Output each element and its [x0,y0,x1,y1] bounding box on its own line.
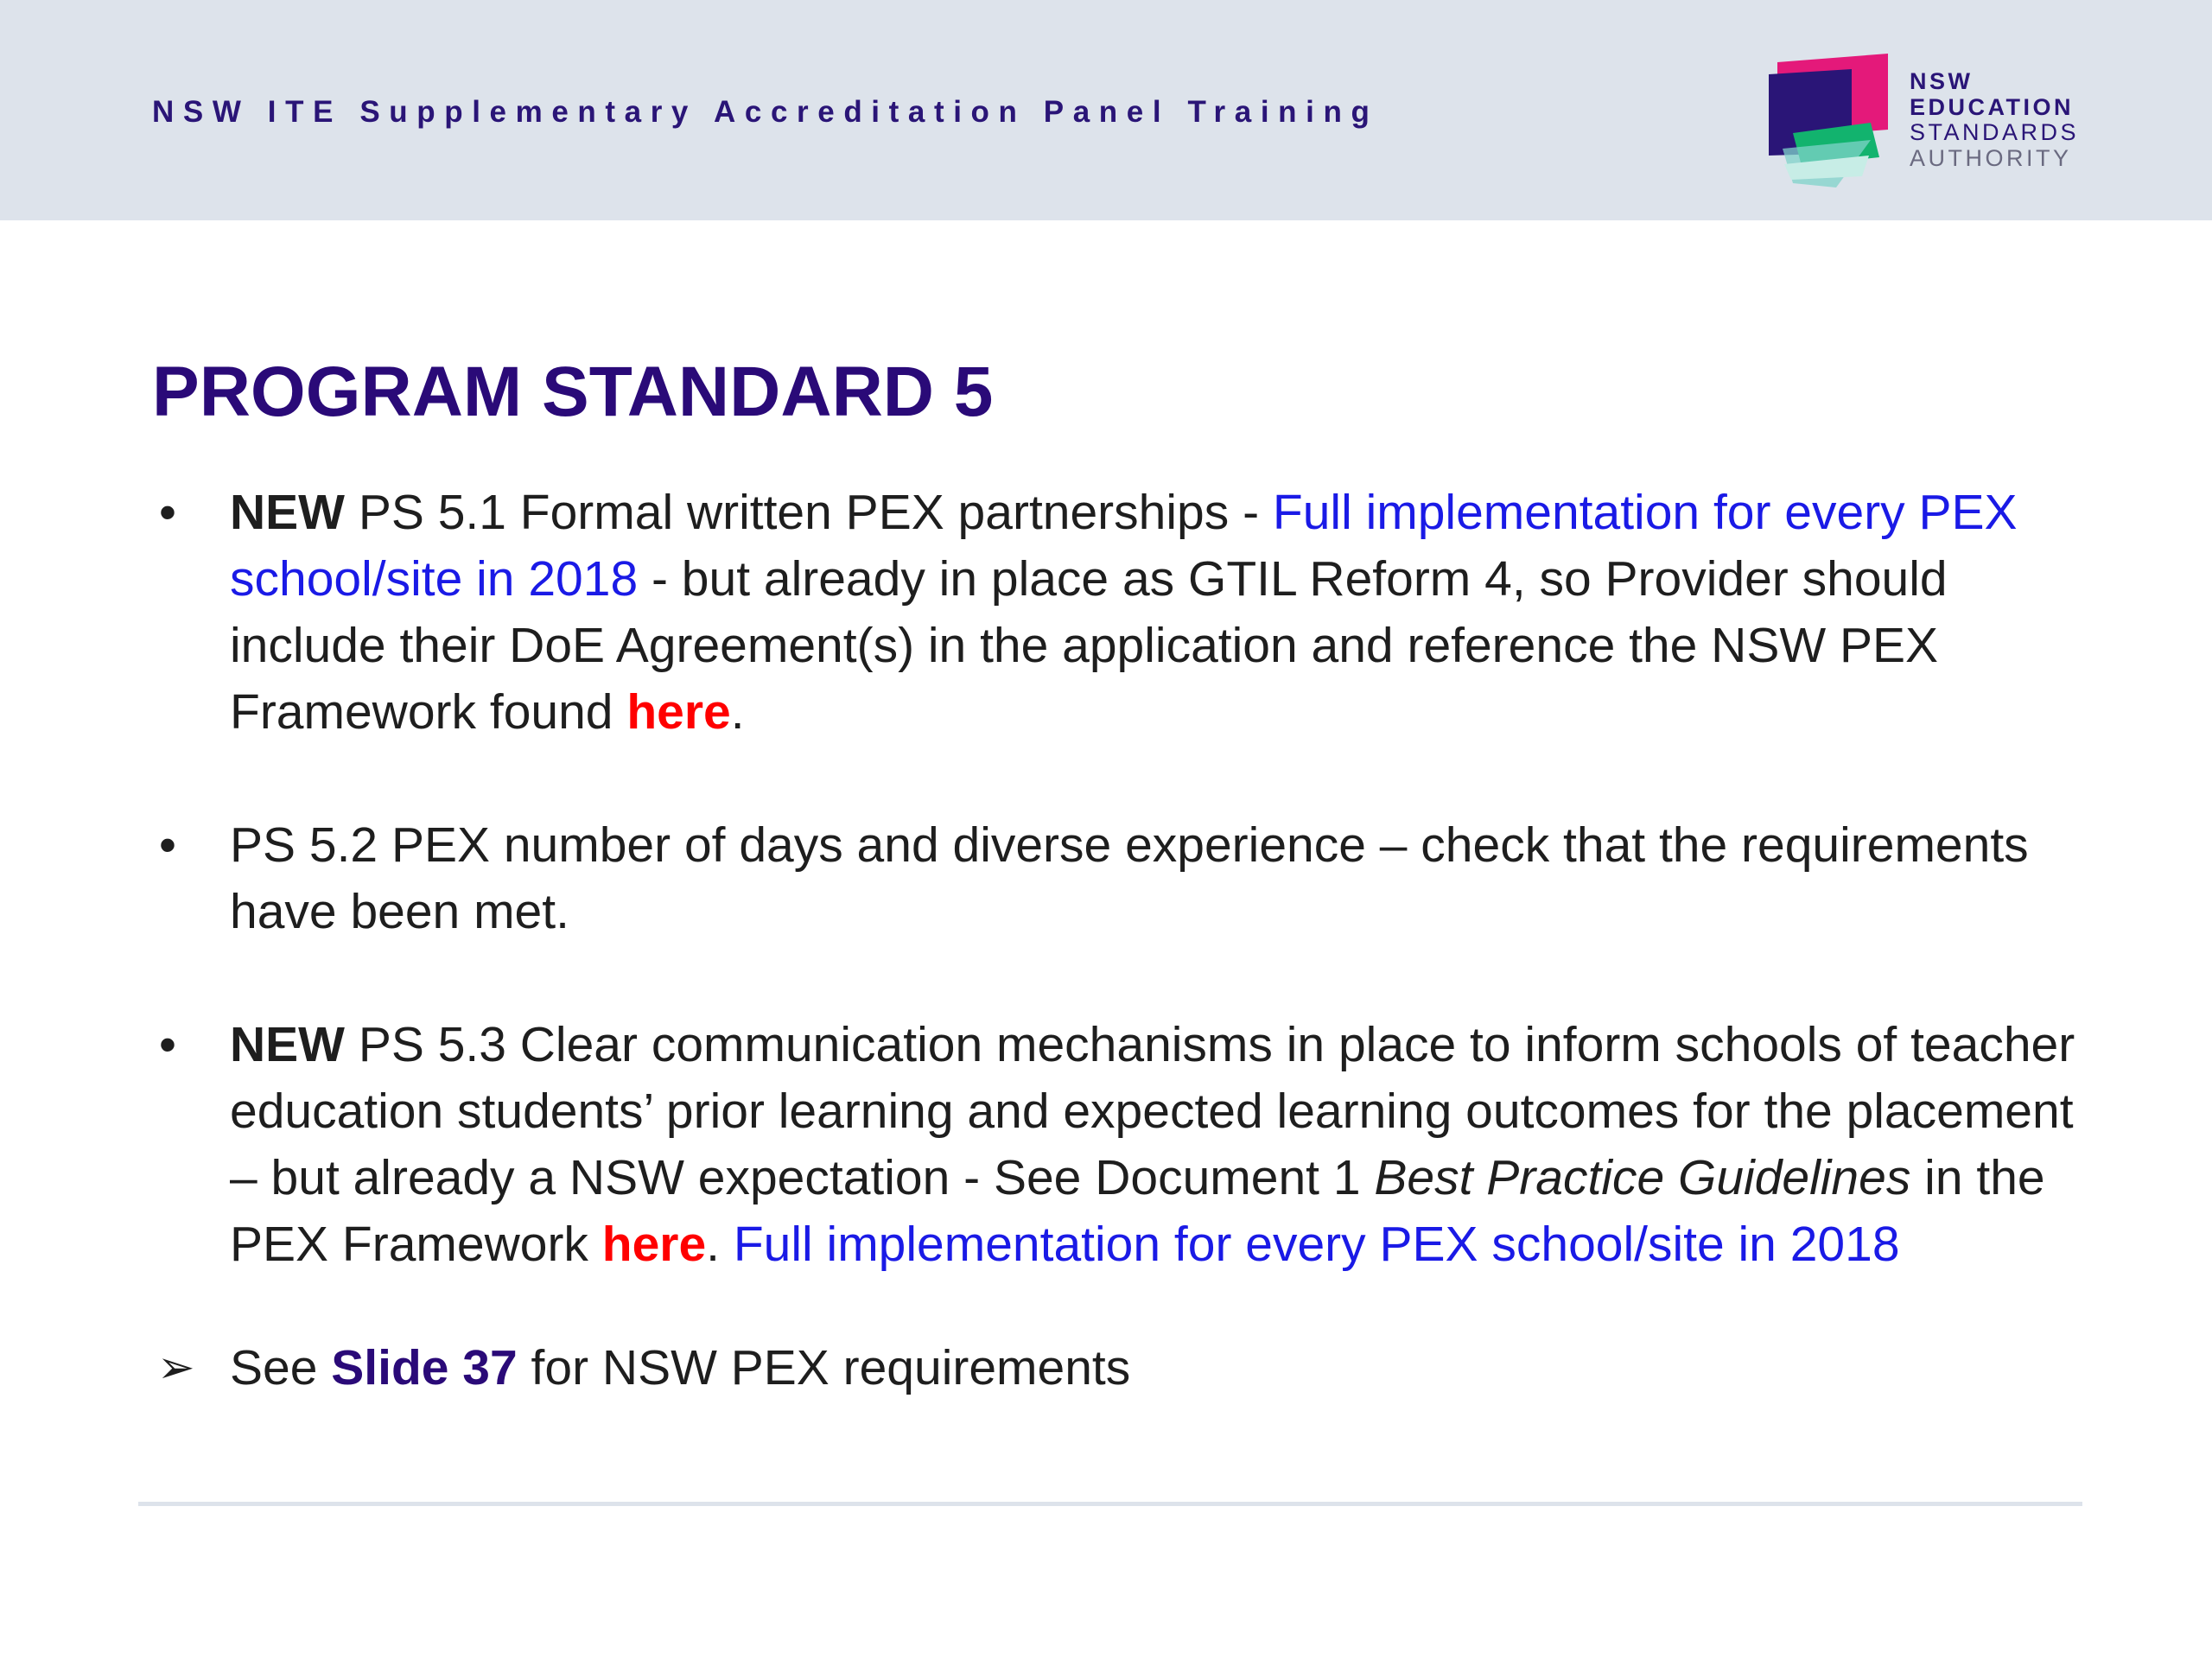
logo-line-education: EDUCATION [1910,93,2074,120]
nesa-logo-mark-icon [1767,54,1897,192]
item-text: PS 5.1 Formal written PEX partnerships - [344,485,1273,540]
logo-line-nsw: NSW [1910,68,1974,94]
bullet-icon: • [159,1017,176,1072]
item-text: PS 5.3 Clear communication mechanisms in place to inform schools of teacher education students’ prior learning and expected learning outcomes for the placement – but already a NSW expectation - See Document 1 [230,1017,2075,1205]
footer-divider [138,1502,2082,1506]
slide-content [152,480,2079,1402]
bullet-item-ps-5-3 [152,1012,2079,1278]
see-text: for NSW PEX requirements [517,1340,1131,1395]
item-text: PS 5.2 PEX number of days and diverse experience – check that the requirements have been met. [230,817,2029,939]
item-text: in the PEX Framework [230,1150,2045,1272]
slide-reference: Slide 37 [331,1340,518,1395]
bullet-item-ps-5-1 [152,480,2079,746]
bullet-item-ps-5-2 [152,812,2079,945]
implementation-note: Full implementation for every PEX school/site in 2018 [230,485,2018,607]
bullet-icon: • [159,817,176,873]
pex-framework-link[interactable]: here [626,684,731,740]
header-title: NSW ITE Supplementary Accreditation Panel Training [152,95,1379,129]
new-label: NEW [230,1017,345,1072]
implementation-note: Full implementation for every PEX school/site in 2018 [733,1217,1900,1272]
see-text: See [230,1340,332,1395]
logo-line-authority: AUTHORITY [1910,144,2072,171]
arrow-bullet-icon: ➢ [157,1343,195,1393]
slide-title: PROGRAM STANDARD 5 [152,353,994,431]
bullet-icon: • [159,485,176,540]
item-text: - but already in place as GTIL Reform 4, so Provider should include their DoE Agreement(s) in the application and reference the NSW PEX Framework found [230,551,1948,740]
logo-line-standards: STANDARDS [1910,119,2080,145]
item-text: . [706,1217,734,1272]
slide-header [0,0,2212,220]
pex-framework-link[interactable]: here [601,1217,707,1272]
see-slide-note [152,1335,2079,1402]
new-label: NEW [230,485,345,540]
item-text: . [730,684,745,740]
nesa-logo [1767,54,2078,200]
document-title: Best Practice Guidelines [1374,1150,1911,1205]
